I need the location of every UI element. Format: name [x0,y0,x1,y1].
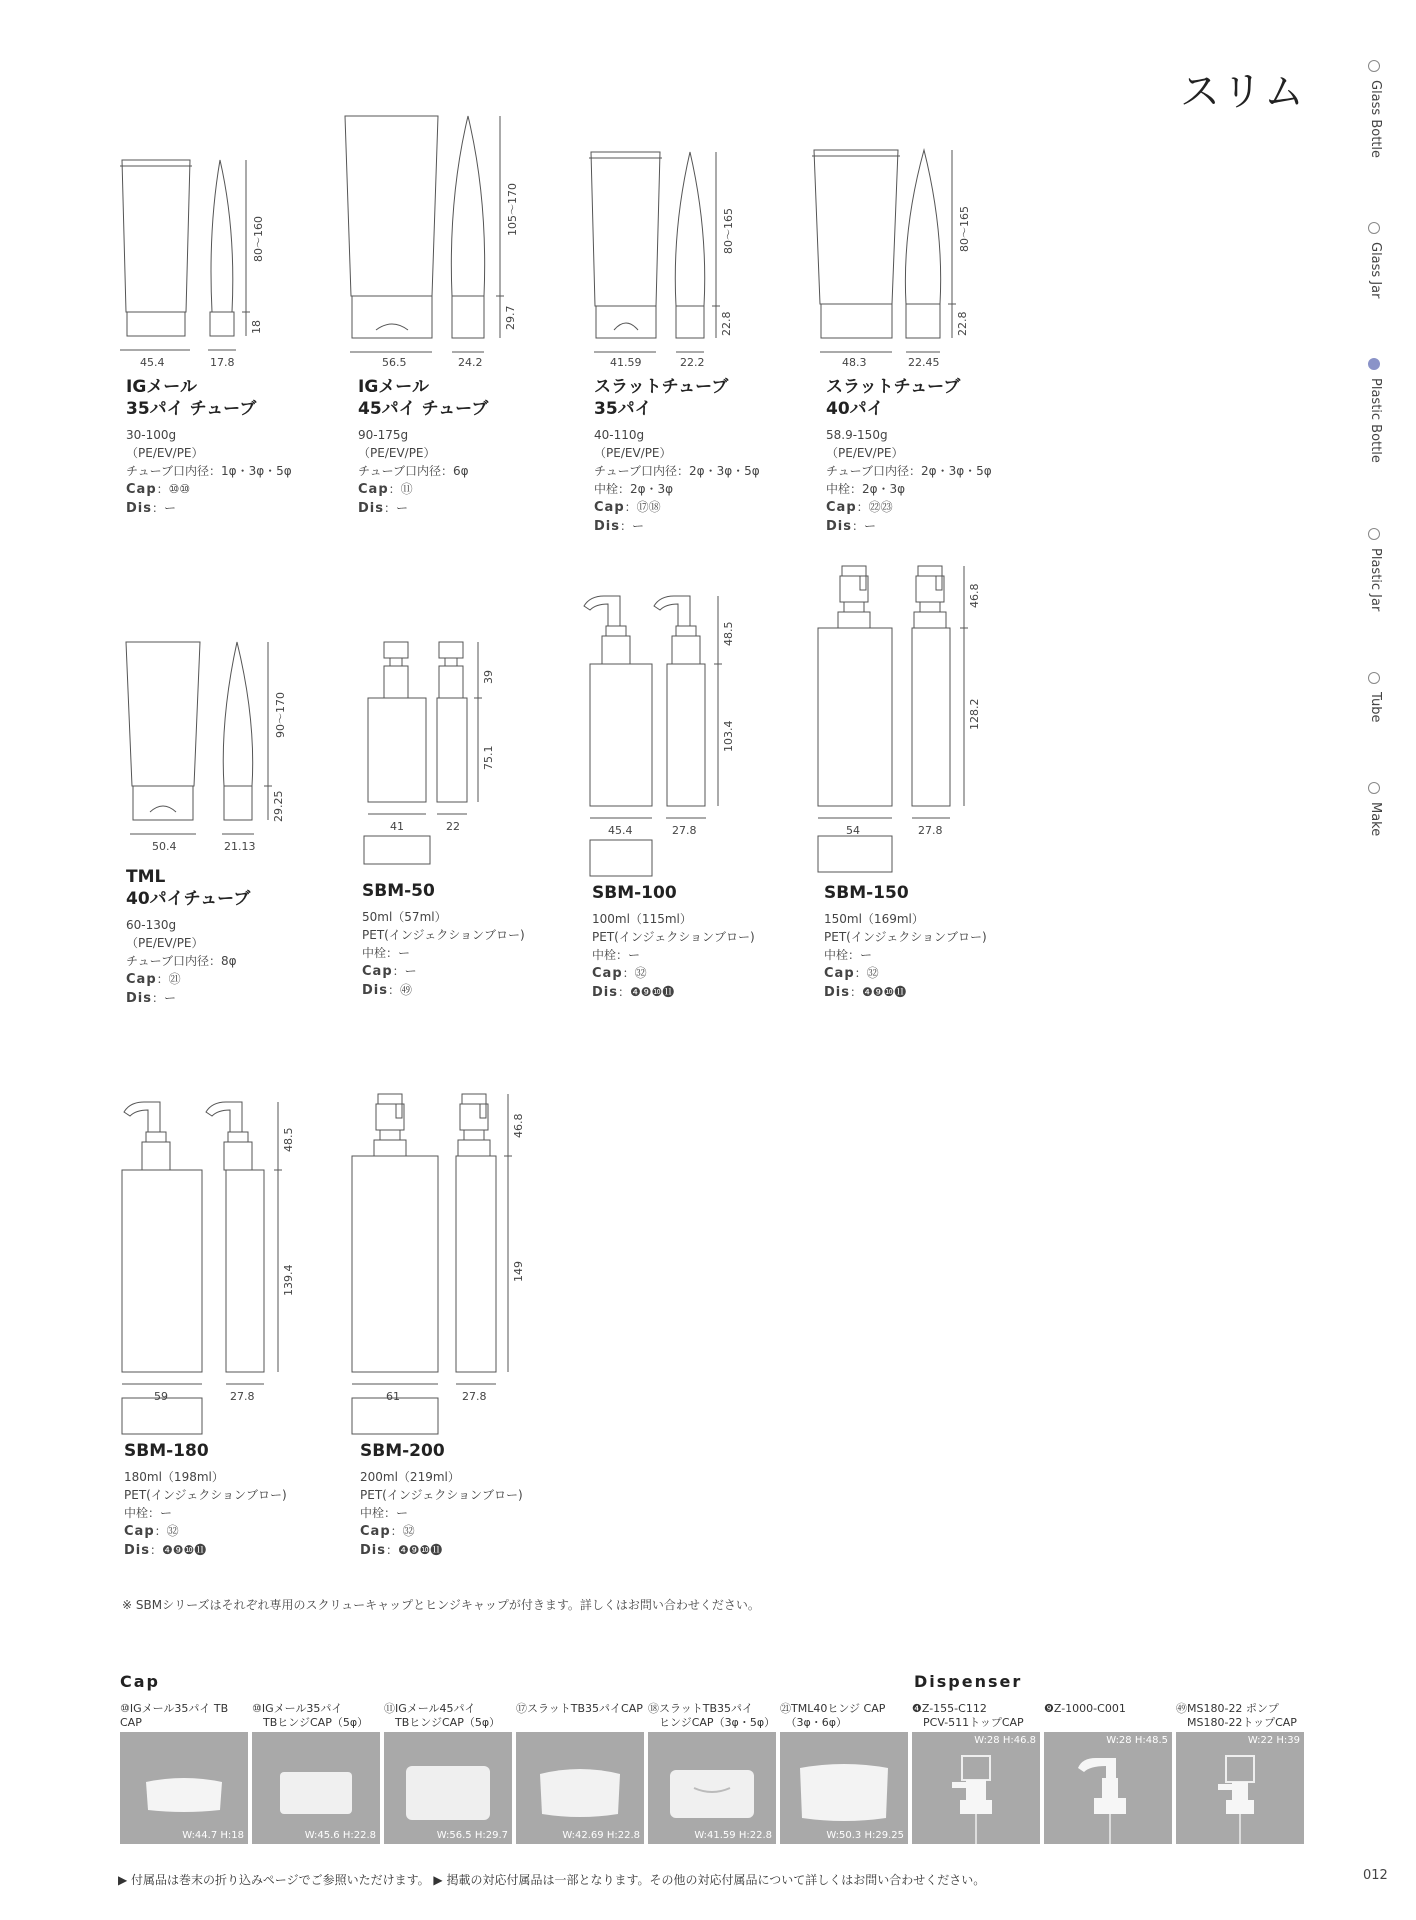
accessory-photo [648,1732,776,1844]
product-name: SBM-100 [592,883,677,903]
dim-depth: 27.8 [672,824,697,837]
nav-label: Plastic Bottle [1368,378,1383,463]
accessory-label: ㉑TML40ヒンジ CAP （3φ・6φ） [780,1702,886,1729]
product-spec: （PE/EV/PE） [126,936,204,950]
product-spec: PET(インジェクションブロー) [360,1488,523,1502]
nav-label: Tube [1368,692,1383,723]
dim-width: 48.3 [842,356,867,369]
product-name: SBM-200 [360,1441,445,1461]
dim-height: 80～160 [252,216,265,262]
product-spec: 40-110g [594,428,645,442]
sbm-note: ※ SBMシリーズはそれぞれ専用のスクリューキャップとヒンジキャップが付きます。詳しくはお問い合わせください。 [122,1598,760,1612]
dim-depth: 21.13 [224,840,256,853]
cap-shape-icon [252,1732,380,1844]
dim-width: 61 [386,1390,400,1403]
product-info-slat35 [594,376,814,536]
dim-width: 50.4 [152,840,177,853]
accessory-label: ⑪IGメール45パイ TBヒンジCAP（5φ） [384,1702,501,1729]
product-cap: Cap：㉜ [592,966,647,981]
product-spec: チューブ口内径：2φ・3φ・5φ [594,464,760,478]
accessory-size: W:41.59 H:22.8 [694,1830,772,1841]
product-dis: Dis：㊾ [362,983,413,998]
dim-width: 59 [154,1390,168,1403]
dim-depth: 27.8 [918,824,943,837]
pump-shape-icon [1176,1732,1304,1844]
product-spec: PET(インジェクションブロー) [592,930,755,944]
product-spec: 中栓：ー [824,948,873,962]
product-info-sbm50 [362,880,582,1000]
cap-section-heading: Cap [120,1672,160,1691]
page-title: スリム [1180,69,1306,115]
product-spec: 中栓：ー [360,1506,409,1520]
accessory-cap-111[interactable] [384,1702,512,1844]
accessory-photo [1176,1732,1304,1844]
product-dis: Dis：ー [358,501,409,516]
accessory-cap-117[interactable] [516,1702,644,1844]
dim-pump-height: 48.5 [282,1127,295,1152]
product-spec: チューブ口内径：2φ・3φ・5φ [826,464,992,478]
accessory-cap-121[interactable] [780,1702,908,1844]
accessory-photo [912,1732,1040,1844]
dim-pump-height: 46.8 [512,1113,525,1138]
product-info-tml40 [126,866,346,1008]
accessory-size: W:42.69 H:22.8 [562,1830,640,1841]
product-spec: チューブ口内径：1φ・3φ・5φ [126,464,292,478]
dim-body-height: 128.2 [968,698,981,730]
accessory-dispenser-59[interactable] [1176,1702,1304,1844]
accessory-size: W:28 H:46.8 [974,1735,1036,1746]
product-cap: Cap：⑩⑩ [126,482,191,497]
dim-body-height: 139.4 [282,1264,295,1296]
product-info-sbm180 [124,1440,344,1560]
accessory-label: ⑱スラットTB35パイ ヒンジCAP（3φ・5φ） [648,1702,776,1729]
accessory-dispenser-9[interactable] [1044,1702,1172,1844]
dim-width: 45.4 [140,356,165,369]
product-spec: チューブ口内径：8φ [126,954,237,968]
accessory-photo [1044,1732,1172,1844]
accessory-label: ⑩IGメール35パイ TB CAP [120,1702,229,1729]
dim-height: 80～165 [722,208,735,254]
accessory-label: ⑰スラットTB35パイCAP [516,1702,643,1715]
product-cap: Cap：⑪ [358,482,413,497]
product-name: IGメール 35パイ チューブ [126,377,257,419]
product-spec: 60-130g [126,918,177,932]
product-name: スラットチューブ 35パイ [594,377,729,419]
accessory-photo [384,1732,512,1844]
accessory-label: ❾Z-1000-C001 [1044,1702,1126,1715]
product-spec: 150ml（169ml） [824,912,924,926]
page-number: 012 [1363,1868,1388,1883]
product-name: IGメール 45パイ チューブ [358,377,489,419]
product-spec: 中栓：ー [124,1506,173,1520]
product-dis: Dis：❹❾❿⓫ [360,1543,443,1558]
dim-depth: 24.2 [458,356,483,369]
product-cap: Cap：㉜ [124,1524,179,1539]
dim-cap-height: 29.25 [272,790,285,822]
product-cap: Cap：ー [362,964,417,979]
tube-drawing-slat40 [812,150,956,352]
product-spec: 中栓：2φ・3φ [826,482,906,496]
dim-pump-height: 46.8 [968,583,981,608]
dim-depth: 22 [446,820,460,833]
accessory-size: W:50.3 H:29.25 [826,1830,904,1841]
dim-body-height: 149 [512,1261,525,1282]
dim-pump-height: 39 [482,670,495,684]
product-cap: Cap：⑰⑱ [594,500,661,515]
bottle-drawing-sbm100 [584,596,722,876]
cap-shape-icon [384,1732,512,1844]
product-spec: 中栓：ー [362,946,411,960]
pump-shape-icon [912,1732,1040,1844]
product-dis: Dis：❹❾❿⓫ [592,985,675,1000]
dim-cap-height: 29.7 [504,305,517,330]
product-name: SBM-180 [124,1441,209,1461]
product-dis: Dis：ー [826,519,877,534]
product-cap: Cap：㉒㉓ [826,500,893,515]
dim-depth: 27.8 [462,1390,487,1403]
product-spec: （PE/EV/PE） [126,446,204,460]
product-spec: 58.9-150g [826,428,888,442]
accessory-photo [780,1732,908,1844]
product-info-slat40 [826,376,1046,536]
dim-height: 80～165 [958,206,971,252]
dim-depth: 17.8 [210,356,235,369]
dim-cap-height: 22.8 [956,311,969,336]
cap-shape-icon [648,1732,776,1844]
accessory-photo [252,1732,380,1844]
product-spec: 中栓：2φ・3φ [594,482,674,496]
nav-label: Make [1368,802,1383,837]
dim-height: 90～170 [274,692,287,738]
accessory-label: ㊾MS180-22 ポンプ MS180-22トップCAP [1176,1702,1297,1729]
accessory-size: W:56.5 H:29.7 [436,1830,508,1841]
dim-cap-height: 22.8 [720,311,733,336]
accessory-size: W:28 H:48.5 [1106,1735,1168,1746]
dispenser-section-heading: Dispenser [914,1672,1023,1691]
accessory-dispenser-4[interactable] [912,1702,1040,1844]
nav-label: Glass Bottle [1368,80,1383,159]
dim-width: 45.4 [608,824,633,837]
cap-shape-icon [780,1732,908,1844]
dim-pump-height: 48.5 [722,621,735,646]
product-name: SBM-150 [824,883,909,903]
product-info-sbm100 [592,882,812,1002]
pump-shape-icon [1044,1732,1172,1844]
product-spec: 200ml（219ml） [360,1470,460,1484]
bottle-drawing-sbm150 [818,566,968,872]
product-spec: 180ml（198ml） [124,1470,224,1484]
product-spec: チューブ口内径：6φ [358,464,469,478]
product-spec: PET(インジェクションブロー) [362,928,525,942]
product-spec: （PE/EV/PE） [358,446,436,460]
dim-body-height: 75.1 [482,745,495,770]
product-info-ig35 [126,376,346,518]
accessory-size: W:45.6 H:22.8 [304,1830,376,1841]
product-info-ig45 [358,376,578,518]
accessory-cap-118[interactable] [648,1702,776,1844]
product-name: TML 40パイチューブ [126,867,251,909]
product-cap: Cap：㉑ [126,972,181,987]
accessory-size: W:44.7 H:18 [182,1830,244,1841]
footer-note: ▶ 付属品は巻末の折り込みページでご参照いただけます。 ▶ 掲載の対応付属品は一部となります。その他の対応付属品について詳しくはお問い合わせください。 [118,1873,986,1887]
product-spec: 50ml（57ml） [362,910,447,924]
product-dis: Dis：ー [594,519,645,534]
accessory-size: W:22 H:39 [1247,1735,1300,1746]
cap-shape-icon [120,1732,248,1844]
product-spec: 100ml（115ml） [592,912,692,926]
dim-height: 105～170 [506,183,519,236]
product-spec: PET(インジェクションブロー) [124,1488,287,1502]
product-cap: Cap：㉜ [360,1524,415,1539]
product-spec: 30-100g [126,428,177,442]
dim-body-height: 103.4 [722,720,735,752]
tube-drawing-tml40 [126,642,272,834]
product-spec: 中栓：ー [592,948,641,962]
product-spec: 90-175g [358,428,409,442]
dim-width: 41.59 [610,356,642,369]
product-spec: （PE/EV/PE） [826,446,904,460]
product-info-sbm200 [360,1440,580,1560]
tube-drawing-ig45 [345,116,504,352]
accessory-label: ❹Z-155-C112 PCV-511トップCAP [912,1702,1024,1729]
product-spec: （PE/EV/PE） [594,446,672,460]
product-name: SBM-50 [362,881,435,901]
tube-drawing-slat35 [589,152,720,352]
dim-depth: 22.2 [680,356,705,369]
accessory-cap-110[interactable] [252,1702,380,1844]
product-name: スラットチューブ 40パイ [826,377,961,419]
bottle-drawing-sbm200 [352,1094,512,1434]
dim-depth: 22.45 [908,356,940,369]
nav-label: Glass Jar [1368,242,1383,299]
dim-width: 54 [846,824,860,837]
product-spec: PET(インジェクションブロー) [824,930,987,944]
nav-label: Plastic Jar [1368,548,1383,612]
accessory-photo [516,1732,644,1844]
accessory-photo [120,1732,248,1844]
product-info-sbm150 [824,882,1044,1002]
accessory-label: ⑩IGメール35パイ TBヒンジCAP（5φ） [252,1702,369,1729]
product-dis: Dis：ー [126,991,177,1006]
tube-drawing-ig35 [120,160,250,350]
product-cap: Cap：㉜ [824,966,879,981]
dim-depth: 27.8 [230,1390,255,1403]
product-dis: Dis：❹❾❿⓫ [824,985,907,1000]
dim-width: 41 [390,820,404,833]
bottle-drawing-sbm180 [122,1102,282,1434]
cap-shape-icon [516,1732,644,1844]
accessory-cap-107[interactable] [120,1702,248,1844]
product-dis: Dis：❹❾❿⓫ [124,1543,207,1558]
product-dis: Dis：ー [126,501,177,516]
dim-width: 56.5 [382,356,407,369]
bottle-drawing-sbm50 [364,642,482,864]
dim-cap-height: 18 [250,320,263,334]
